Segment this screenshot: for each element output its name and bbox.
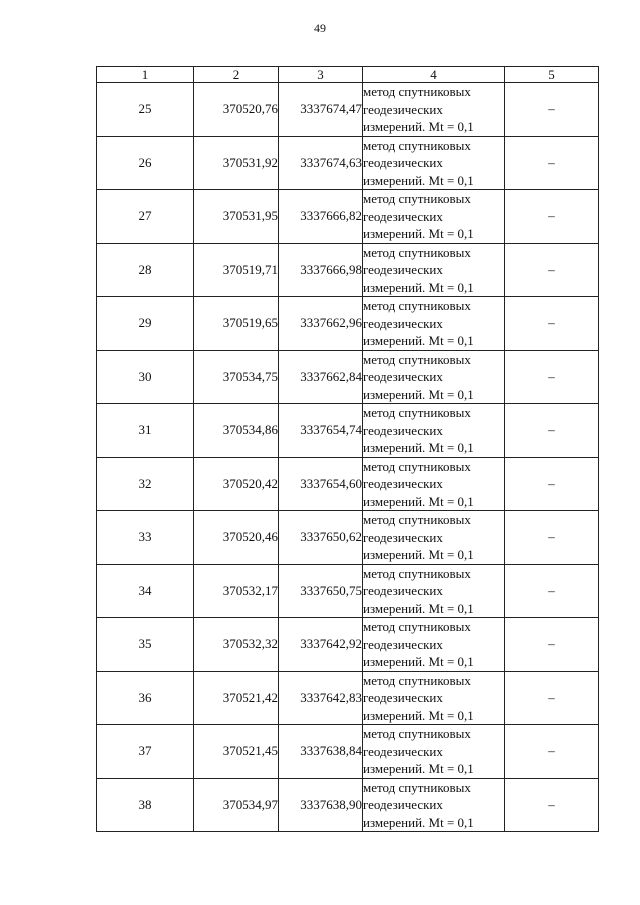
table-row (97, 350, 599, 404)
method-line: метод спутниковых (363, 351, 471, 367)
x-coordinate-cell: 370532,32 (194, 618, 279, 672)
error-cell: – (505, 350, 599, 404)
y-coordinate-cell: 3337674,63 (279, 136, 363, 190)
y-coordinate-cell: 3337638,90 (279, 778, 363, 832)
error-cell: – (505, 404, 599, 458)
column-header-2: 2 (194, 67, 279, 83)
method-line: измерений. Mt = 0,1 (363, 226, 474, 241)
error-cell: – (505, 511, 599, 565)
error-cell: – (505, 618, 599, 672)
error-cell: – (505, 297, 599, 351)
table-row (97, 190, 599, 244)
point-number-cell: 37 (97, 725, 194, 779)
x-coordinate-cell: 370519,65 (194, 297, 279, 351)
method-line: геодезических (363, 155, 443, 170)
method-line: геодезических (363, 476, 443, 491)
x-coordinate-cell: 370520,42 (194, 457, 279, 511)
y-coordinate-cell: 3337642,92 (279, 618, 363, 672)
method-cell (363, 243, 505, 297)
table-row (97, 564, 599, 618)
x-coordinate-cell: 370521,45 (194, 725, 279, 779)
method-line: метод спутниковых (363, 191, 471, 206)
method-line: измерений. Mt = 0,1 (363, 386, 474, 402)
method-cell (363, 564, 505, 618)
error-cell: – (505, 83, 599, 137)
point-number-cell: 27 (97, 190, 194, 244)
y-coordinate-cell: 3337662,84 (279, 350, 363, 404)
table-body (97, 83, 599, 832)
point-number-cell: 25 (97, 83, 194, 137)
method-line: метод спутниковых (363, 672, 471, 688)
method-line: геодезических (363, 262, 443, 277)
x-coordinate-cell: 370531,92 (194, 136, 279, 190)
method-line: геодезических (363, 315, 443, 331)
method-line: измерений. Mt = 0,1 (363, 440, 474, 455)
method-cell (363, 457, 505, 511)
page-number: 49 (314, 21, 326, 35)
point-number-cell: 31 (97, 404, 194, 458)
method-line: метод спутниковых (363, 298, 471, 313)
error-cell: – (505, 457, 599, 511)
x-coordinate-cell: 370532,17 (194, 564, 279, 618)
table-row (97, 511, 599, 565)
method-cell (363, 725, 505, 779)
method-line: геодезических (363, 797, 443, 812)
y-coordinate-cell: 3337654,60 (279, 457, 363, 511)
table-row (97, 671, 599, 725)
column-header-3: 3 (279, 67, 363, 83)
table-row (97, 297, 599, 351)
point-number-cell: 35 (97, 618, 194, 672)
y-coordinate-cell: 3337674,47 (279, 83, 363, 137)
method-cell (363, 671, 505, 725)
method-line: метод спутниковых (363, 84, 471, 99)
y-coordinate-cell: 3337666,98 (279, 243, 363, 297)
table-row (97, 457, 599, 511)
column-header-4: 4 (363, 67, 505, 83)
y-coordinate-cell: 3337654,74 (279, 404, 363, 458)
y-coordinate-cell: 3337666,82 (279, 190, 363, 244)
point-number-cell: 30 (97, 350, 194, 404)
method-line: геодезических (363, 743, 443, 759)
error-cell: – (505, 190, 599, 244)
point-number-cell: 33 (97, 511, 194, 565)
x-coordinate-cell: 370534,75 (194, 350, 279, 404)
point-number-cell: 26 (97, 136, 194, 190)
y-coordinate-cell: 3337662,96 (279, 297, 363, 351)
table-row (97, 83, 599, 137)
method-line: измерений. Mt = 0,1 (363, 279, 474, 295)
method-cell (363, 618, 505, 672)
table-row (97, 725, 599, 779)
method-line: геодезических (363, 369, 443, 384)
method-cell (363, 511, 505, 565)
error-cell: – (505, 136, 599, 190)
method-cell (363, 190, 505, 244)
method-line: геодезических (363, 208, 443, 224)
method-line: метод спутниковых (363, 244, 471, 260)
y-coordinate-cell: 3337638,84 (279, 725, 363, 779)
method-line: метод спутниковых (363, 458, 471, 474)
method-cell (363, 136, 505, 190)
method-line: геодезических (363, 529, 443, 545)
table-row (97, 136, 599, 190)
x-coordinate-cell: 370531,95 (194, 190, 279, 244)
method-line: измерений. Mt = 0,1 (363, 547, 474, 562)
method-line: измерений. Mt = 0,1 (363, 600, 474, 616)
error-cell: – (505, 725, 599, 779)
x-coordinate-cell: 370534,97 (194, 778, 279, 832)
method-line: измерений. Mt = 0,1 (363, 761, 474, 776)
method-line: метод спутниковых (363, 619, 471, 634)
column-header-1: 1 (97, 67, 194, 83)
method-line: измерений. Mt = 0,1 (363, 119, 474, 134)
error-cell: – (505, 243, 599, 297)
method-line: метод спутниковых (363, 565, 471, 581)
method-line: измерений. Mt = 0,1 (363, 814, 474, 830)
point-number-cell: 29 (97, 297, 194, 351)
x-coordinate-cell: 370520,46 (194, 511, 279, 565)
method-line: измерений. Mt = 0,1 (363, 707, 474, 723)
error-cell: – (505, 564, 599, 618)
error-cell: – (505, 778, 599, 832)
method-line: метод спутниковых (363, 726, 471, 741)
method-line: измерений. Mt = 0,1 (363, 493, 474, 509)
method-cell (363, 350, 505, 404)
method-line: метод спутниковых (363, 779, 471, 795)
table-row (97, 404, 599, 458)
x-coordinate-cell: 370521,42 (194, 671, 279, 725)
method-line: измерений. Mt = 0,1 (363, 654, 474, 669)
method-line: геодезических (363, 422, 443, 438)
point-number-cell: 36 (97, 671, 194, 725)
method-cell (363, 778, 505, 832)
coordinates-table (96, 66, 599, 832)
y-coordinate-cell: 3337650,62 (279, 511, 363, 565)
method-line: геодезических (363, 101, 443, 117)
method-cell (363, 83, 505, 137)
y-coordinate-cell: 3337642,83 (279, 671, 363, 725)
point-number-cell: 32 (97, 457, 194, 511)
method-line: измерений. Mt = 0,1 (363, 172, 474, 188)
table-row (97, 243, 599, 297)
method-line: геодезических (363, 583, 443, 598)
column-header-5: 5 (505, 67, 599, 83)
x-coordinate-cell: 370519,71 (194, 243, 279, 297)
method-line: метод спутниковых (363, 405, 471, 420)
y-coordinate-cell: 3337650,75 (279, 564, 363, 618)
table-header-row (97, 67, 599, 83)
method-line: геодезических (363, 690, 443, 705)
x-coordinate-cell: 370534,86 (194, 404, 279, 458)
method-line: геодезических (363, 636, 443, 652)
point-number-cell: 38 (97, 778, 194, 832)
method-line: измерений. Mt = 0,1 (363, 333, 474, 348)
method-cell (363, 404, 505, 458)
point-number-cell: 34 (97, 564, 194, 618)
method-line: метод спутниковых (363, 512, 471, 527)
error-cell: – (505, 671, 599, 725)
table-row (97, 618, 599, 672)
method-cell (363, 297, 505, 351)
x-coordinate-cell: 370520,76 (194, 83, 279, 137)
point-number-cell: 28 (97, 243, 194, 297)
table-row (97, 778, 599, 832)
method-line: метод спутниковых (363, 137, 471, 153)
